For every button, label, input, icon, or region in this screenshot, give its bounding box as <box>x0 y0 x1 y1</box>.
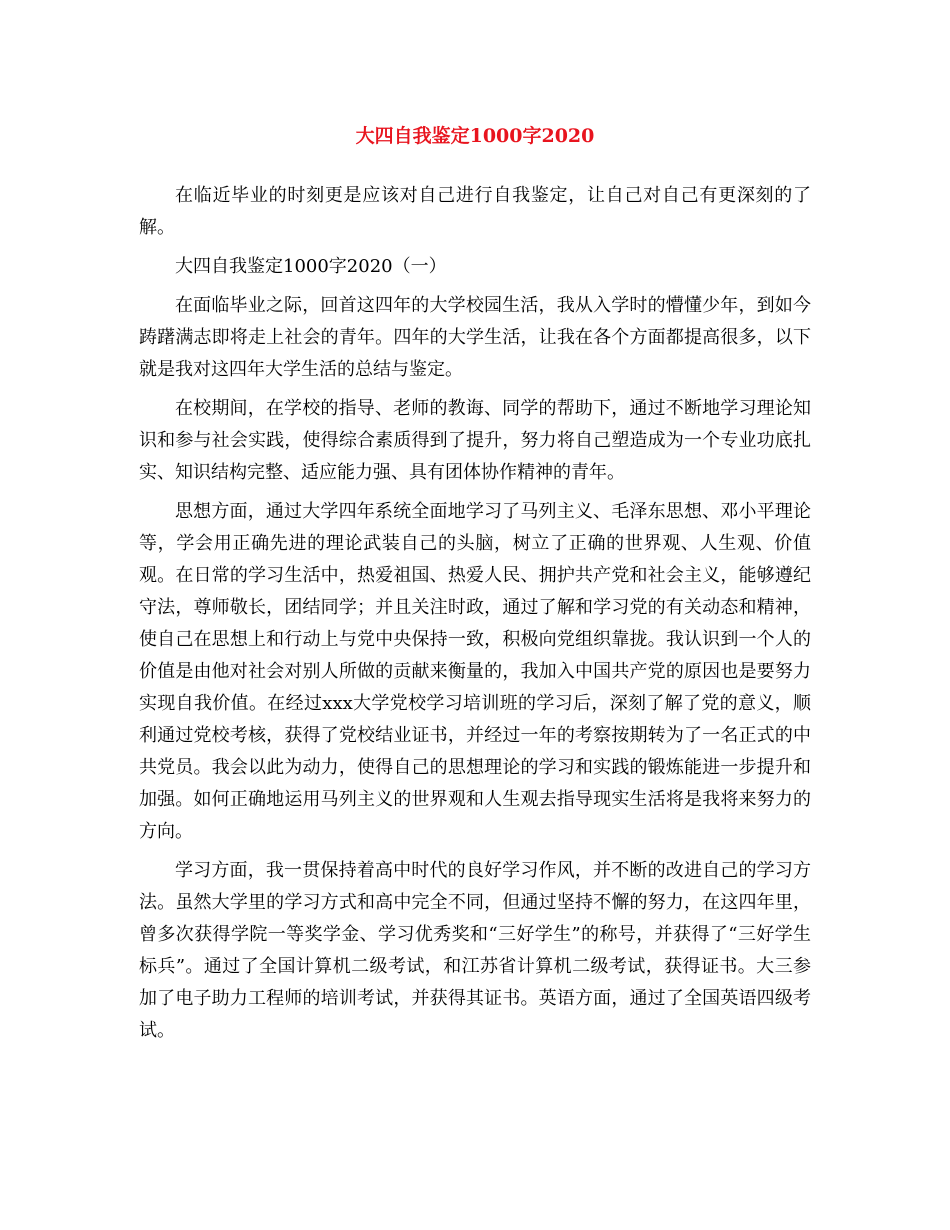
document-title: 大四自我鉴定1000字2020 <box>355 125 595 147</box>
paragraph-ideology: 思想方面，通过大学四年系统全面地学习了马列主义、毛泽东思想、邓小平理论等，学会用正确先进的理论武装自己的头脑，树立了正确的世界观、人生观、价值观。在日常的学习生活中，热爱祖国、热爱人民、拥护共产党和社会主义，能够遵纪守法，尊师敬长，团结同学；并且关注时政，通过了解和学习党的有关动态和精神，使自己在思想上和行动上与党中央保持一致，积极向党组织靠拢。我认识到一个人的价值是由他对社会对别人所做的贡献来衡量的，我加入中国共产党的原因也是要努力实现自我价值。在经过xxx大学党校学习培训班的学习后，深刻了解了党的意义，顺利通过党校考核，获得了党校结业证书，并经过一年的考察按期转为了一名正式的中共党员。我会以此为动力，使得自己的思想理论的学习和实践的锻炼能进一步提升和加强。如何正确地运用马列主义的世界观和人生观去指导现实生活将是我将来努力的方向。 <box>139 501 811 842</box>
paragraph-school-period: 在校期间，在学校的指导、老师的教诲、同学的帮助下，通过不断地学习理论知识和参与社会实践，使得综合素质得到了提升，努力将自己塑造成为一个专业功底扎实、知识结构完整、适应能力强、具有团体协作精神的青年。 <box>139 398 811 483</box>
paragraph-study: 学习方面，我一贯保持着高中时代的良好学习作风，并不断的改进自己的学习方法。虽然大学里的学习方式和高中完全不同，但通过坚持不懈的努力，在这四年里，曾多次获得学院一等奖学金、学习优秀奖和“三好学生”的称号，并获得了“三好学生标兵”。通过了全国计算机二级考试，和江苏省计算机二级考试，获得证书。大三参加了电子助力工程师的培训考试，并获得其证书。英语方面，通过了全国英语四级考试。 <box>139 860 811 1041</box>
paragraph-graduation: 在面临毕业之际，回首这四年的大学校园生活，我从入学时的懵懂少年，到如今踌躇满志即将走上社会的青年。四年的大学生活，让我在各个方面都提高很多，以下就是我对这四年大学生活的总结与鉴定。 <box>139 295 811 380</box>
document-body <box>139 180 811 1054</box>
paragraph-intro: 在临近毕业的时刻更是应该对自己进行自我鉴定，让自己对自己有更深刻的了解。 <box>139 185 811 238</box>
paragraph-section-heading: 大四自我鉴定1000字2020（一） <box>175 256 447 277</box>
